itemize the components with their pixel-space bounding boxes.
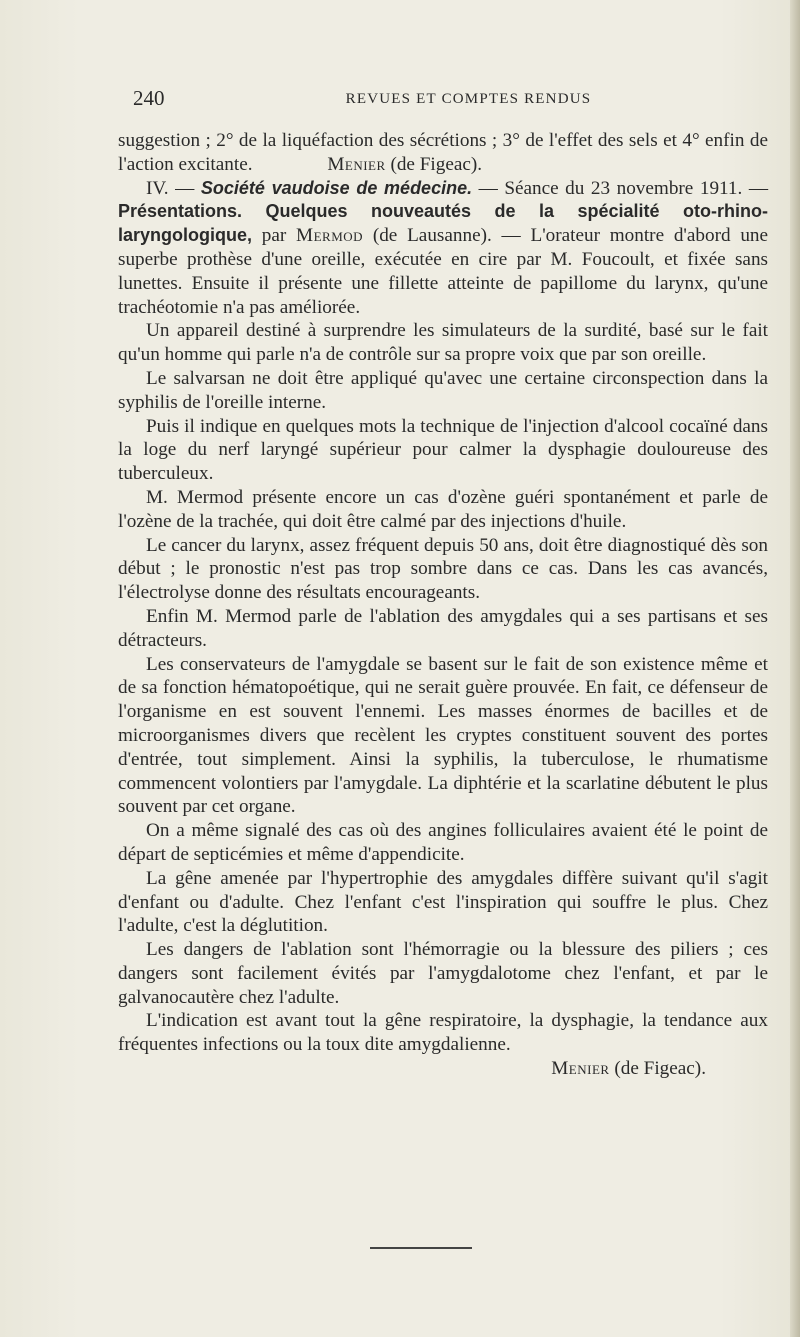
society-name: Société vaudoise de médecine. <box>200 177 473 198</box>
section-number: IV. — <box>146 177 195 199</box>
page-number: 240 <box>133 86 165 110</box>
session-date: — Séance du 23 novembre 1911. — <box>478 177 769 199</box>
page-edge <box>790 0 800 1337</box>
paragraph: Les conservateurs de l'amygdale se basent sur le fait de son existence même et de sa fonction hématopoétique, qui ne serait guère prouvée. En fait, ce défenseur de l'organisme en est souvent l'ennemi. Les masses énormes de bacilles et de microorganismes divers que recèlent les cryptes constituent souvent des portes d'entrée, tout simplement. Ainsi la syphilis, la tuberculose, le rhumatisme commencent volontiers par l'amygdale. La diphtérie et la scarlatine débutent le plus souvent par cet organe. <box>118 653 768 818</box>
paragraph: L'indication est avant tout la gêne respiratoire, la dysphagie, la tendance aux fréquentes infections ou la toux dite amygdalienne. <box>118 1010 768 1056</box>
section-paragraph <box>118 177 768 320</box>
paragraph: On a même signalé des cas où des angines folliculaires avaient été le point de départ de septicémies et même d'appendicite. <box>118 820 768 865</box>
paragraph-text: suggestion ; 2° de la liquéfaction des sécrétions ; 3° de l'effet des sels et 4° enfin de l'action excitante. <box>118 130 768 175</box>
author-name: Mermod <box>296 225 364 247</box>
page-header <box>121 86 766 116</box>
author-name: Menier <box>327 153 386 175</box>
end-rule <box>370 1247 472 1249</box>
paragraph: Puis il indique en quelques mots la technique de l'injection d'alcool cocaïné dans la loge du nerf laryngé supérieur pour calmer la dysphagie douloureuse des tuberculeux. <box>118 415 768 485</box>
paragraph: Un appareil destiné à surprendre les simulateurs de la surdité, basé sur le fait qu'un homme qui parle n'a de contrôle sur sa propre voix que par son oreille. <box>118 320 768 366</box>
paragraph: Les dangers de l'ablation sont l'hémorragie ou la blessure des piliers ; ces dangers sont facilement évités par l'amygdalotome chez l'enfant, et par le galvanocautère chez l'adulte. <box>118 939 768 1008</box>
article-body <box>118 129 768 1081</box>
signature-place: (de Figeac). <box>614 1058 706 1080</box>
author-place: (de Figeac). <box>390 153 483 175</box>
running-title: REVUES ET COMPTES RENDUS <box>345 91 592 107</box>
paragraph <box>118 129 768 177</box>
paragraph: Le salvarsan ne doit être appliqué qu'avec une certaine circonspection dans la syphilis de l'oreille interne. <box>118 367 768 413</box>
paragraph-text: (de Lausanne). — L'orateur montre d'abord une superbe prothèse d'une oreille, exécutée en cire par M. Foucoult, et fixée sans lunettes. Ensuite il présente une fillette atteinte de papillome du larynx, qu'une trachéotomie n'a pas améliorée. <box>118 225 769 318</box>
by-text: par <box>261 225 287 247</box>
paragraph: Enfin M. Mermod parle de l'ablation des amygdales qui a ses partisans et ses détracteurs. <box>118 605 768 651</box>
paragraph: M. Mermod présente encore un cas d'ozène guéri spontanément et parle de l'ozène de la trachée, qui doit être calmé par des injections d'huile. <box>118 486 768 532</box>
section-heading: Présentations. Quelques nouveautés de la spécialité oto-rhino-laryngologique, <box>118 201 768 246</box>
signature-author: Menier <box>551 1058 610 1080</box>
paragraph: Le cancer du larynx, assez fréquent depuis 50 ans, doit être diagnostiqué dès son début ; le pronostic n'est pas trop sombre dans ce cas. Dans les cas avancés, l'électrolyse donne des résultats encourageants. <box>118 534 768 604</box>
signature <box>118 1057 768 1081</box>
paragraph: La gêne amenée par l'hypertrophie des amygdales diffère suivant qu'il s'agit d'enfant ou d'adulte. Chez l'enfant c'est l'inspiration qui souffre le plus. Chez l'adulte, c'est la déglutition. <box>118 867 768 937</box>
